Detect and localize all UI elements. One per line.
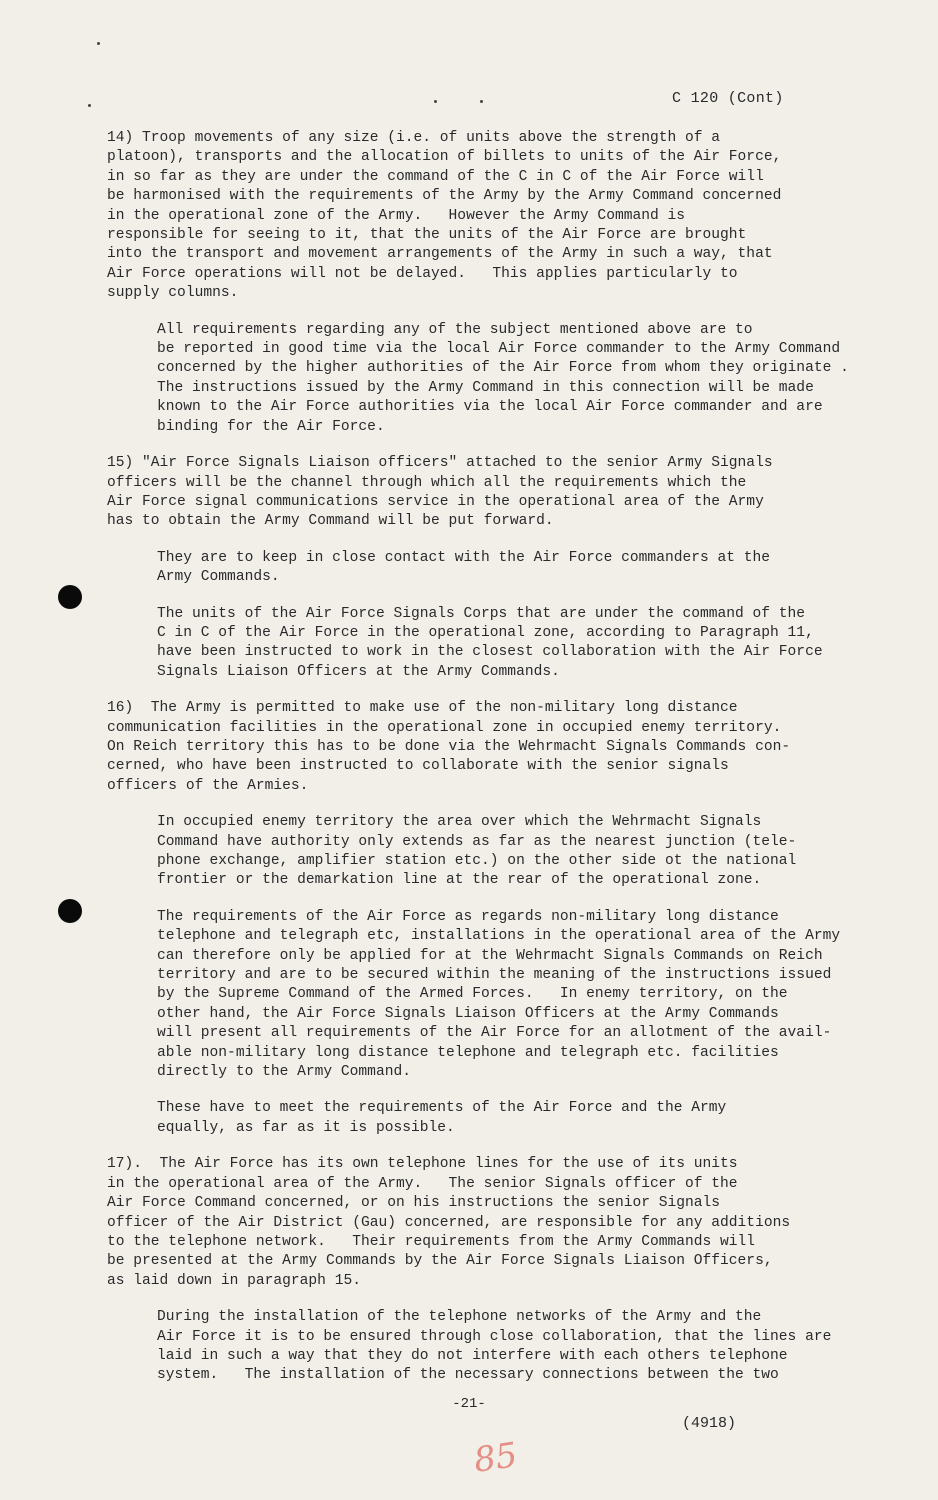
punch-hole-lower	[58, 899, 82, 923]
text-line: known to the Air Force authorities via the local Air Force commander and are	[157, 399, 823, 416]
text-line: in the operational zone of the Army. However the Army Command is	[107, 207, 686, 224]
handwritten-page-mark: 85	[471, 1435, 520, 1481]
text-line: be presented at the Army Commands by the Air Force Signals Liaison Officers,	[107, 1253, 773, 1270]
text-line: Air Force it is to be ensured through close collaboration, that the lines are	[157, 1328, 832, 1345]
paragraph	[107, 549, 867, 588]
page-number: -21-	[452, 1396, 486, 1412]
text-line: has to obtain the Army Command will be put forward.	[107, 513, 554, 530]
text-line: The instructions issued by the Army Command in this connection will be made	[157, 379, 814, 396]
text-line: frontier or the demarkation line at the rear of the operational zone.	[157, 872, 762, 889]
paragraph	[107, 605, 867, 683]
text-line: These have to meet the requirements of the Air Force and the Army	[157, 1100, 727, 1117]
text-line: communication facilities in the operational zone in occupied enemy territory.	[107, 719, 782, 736]
text-line: They are to keep in close contact with the Air Force commanders at the	[157, 549, 771, 566]
text-line: 16) The Army is permitted to make use of the non-military long distance	[107, 700, 738, 717]
text-line: in the operational area of the Army. The senior Signals officer of the	[107, 1175, 738, 1192]
paragraph	[107, 908, 867, 1083]
paragraph	[107, 699, 867, 796]
paper-speck	[97, 42, 100, 45]
text-line: Command have authority only extends as far as the nearest junction (tele-	[157, 833, 797, 850]
text-line: phone exchange, amplifier station etc.) on the other side ot the national	[157, 853, 797, 869]
paragraph	[107, 1308, 867, 1386]
text-line: system. The installation of the necessary connections between the two	[157, 1367, 779, 1384]
document-body	[107, 129, 867, 1403]
document-number: (4918)	[682, 1415, 737, 1432]
paper-speck	[434, 100, 437, 103]
text-line: territory and are to be secured within the meaning of the instructions issued	[157, 967, 832, 984]
text-line: Air Force signal communications service in the operational area of the Army	[107, 493, 764, 510]
text-line: can therefore only be applied for at the Wehrmacht Signals Commands on Reich	[157, 947, 823, 964]
text-line: On Reich territory this has to be done via the Wehrmacht Signals Commands con-	[107, 738, 791, 755]
text-line: responsible for seeing to it, that the units of the Air Force are brought	[107, 227, 747, 244]
text-line: be reported in good time via the local Air Force commander to the Army Command	[157, 341, 841, 358]
paragraph	[107, 321, 867, 437]
document-reference: C 120 (Cont)	[672, 90, 784, 107]
text-line: officer of the Air District (Gau) concerned, are responsible for any additions	[107, 1214, 791, 1231]
text-line: in so far as they are under the command of the C in C of the Air Force will	[107, 168, 764, 185]
text-line: platoon), transports and the allocation of billets to units of the Air Force,	[107, 149, 782, 166]
text-line: Signals Liaison Officers at the Army Commands.	[157, 663, 560, 680]
text-line: 14) Troop movements of any size (i.e. of units above the strength of a	[107, 130, 721, 146]
paragraph	[107, 1099, 867, 1138]
text-line: During the installation of the telephone networks of the Army and the	[157, 1309, 762, 1326]
text-line: telephone and telegraph etc, installations in the operational area of the Army	[157, 928, 841, 945]
text-line: officers will be the channel through which all the requirements which the	[107, 474, 747, 491]
paragraph	[107, 813, 867, 891]
text-line: to the telephone network. Their requirements from the Army Commands will	[107, 1233, 756, 1250]
paper-speck	[88, 104, 91, 107]
text-line: by the Supreme Command of the Armed Forces. In enemy territory, on the	[157, 986, 788, 1003]
text-line: concerned by the higher authorities of the Air Force from whom they originate .	[157, 360, 849, 377]
text-line: The requirements of the Air Force as regards non-military long distance	[157, 908, 779, 925]
text-line: laid in such a way that they do not interfere with each others telephone	[157, 1347, 788, 1364]
paragraph	[107, 454, 867, 532]
text-line: C in C of the Air Force in the operational zone, according to Paragraph 11,	[157, 624, 814, 641]
text-line: Air Force operations will not be delayed. This applies particularly to	[107, 265, 738, 282]
paragraph	[107, 129, 867, 304]
paper-speck	[480, 100, 483, 103]
text-line: All requirements regarding any of the subject mentioned above are to	[157, 321, 753, 338]
text-line: be harmonised with the requirements of the Army by the Army Command concerned	[107, 188, 782, 205]
text-line: 15) "Air Force Signals Liaison officers" attached to the senior Army Signals	[107, 455, 773, 472]
text-line: able non-military long distance telephone and telegraph etc. facilities	[157, 1044, 779, 1061]
text-line: officers of the Armies.	[107, 777, 309, 794]
text-line: cerned, who have been instructed to collaborate with the senior signals	[107, 758, 729, 775]
text-line: have been instructed to work in the closest collaboration with the Air Force	[157, 644, 823, 661]
text-line: In occupied enemy territory the area over which the Wehrmacht Signals	[157, 814, 762, 831]
text-line: equally, as far as it is possible.	[157, 1119, 455, 1136]
text-line: Army Commands.	[157, 569, 280, 586]
punch-hole-upper	[58, 585, 82, 609]
text-line: binding for the Air Force.	[157, 418, 385, 435]
text-line: directly to the Army Command.	[157, 1064, 411, 1081]
text-line: 17). The Air Force has its own telephone lines for the use of its units	[107, 1156, 738, 1173]
text-line: Air Force Command concerned, or on his instructions the senior Signals	[107, 1195, 721, 1212]
text-line: The units of the Air Force Signals Corps that are under the command of the	[157, 605, 806, 622]
paragraph	[107, 1155, 867, 1291]
text-line: will present all requirements of the Air Force for an allotment of the avail-	[157, 1025, 832, 1042]
text-line: supply columns.	[107, 285, 239, 302]
text-line: into the transport and movement arrangements of the Army in such a way, that	[107, 246, 773, 263]
text-line: other hand, the Air Force Signals Liaison Officers at the Army Commands	[157, 1005, 779, 1022]
text-line: as laid down in paragraph 15.	[107, 1272, 361, 1289]
